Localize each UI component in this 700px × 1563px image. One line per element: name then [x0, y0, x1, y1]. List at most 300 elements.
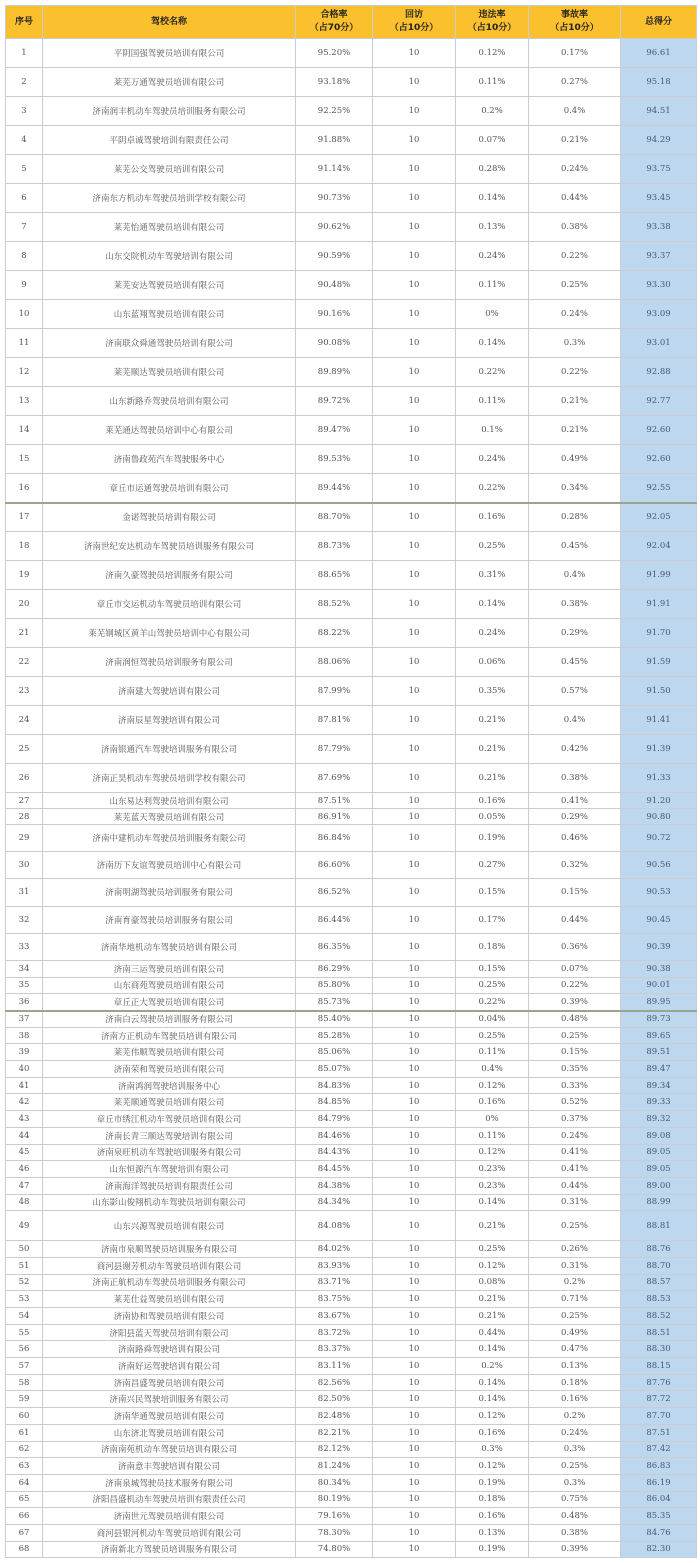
pass-rate-cell: 87.99% — [296, 677, 373, 706]
row-number-cell: 67 — [6, 1524, 43, 1541]
accident-rate-cell: 0.41% — [529, 1161, 621, 1178]
total-score-cell: 91.59 — [621, 648, 697, 677]
total-score-cell: 91.70 — [621, 619, 697, 648]
total-score-cell: 88.57 — [621, 1274, 697, 1291]
accident-rate-cell: 0.21% — [529, 387, 621, 416]
total-score-cell: 93.75 — [621, 155, 697, 184]
school-name-cell: 济南荣和驾驶员培训有限公司 — [43, 1061, 296, 1078]
table-row — [6, 1458, 697, 1475]
header-revisit-sub: （占10分） — [389, 23, 439, 33]
pass-rate-cell: 84.79% — [296, 1111, 373, 1128]
total-score-cell: 88.53 — [621, 1291, 697, 1308]
revisit-score-cell: 10 — [373, 1094, 456, 1111]
table-row — [6, 1077, 697, 1094]
violation-rate-cell: 0.44% — [456, 1324, 529, 1341]
accident-rate-cell: 0.27% — [529, 68, 621, 97]
pass-rate-cell: 91.14% — [296, 155, 373, 184]
total-score-cell: 91.99 — [621, 561, 697, 590]
table-row — [6, 358, 697, 387]
table-row — [6, 590, 697, 619]
violation-rate-cell: 0.24% — [456, 445, 529, 474]
accident-rate-cell: 0.37% — [529, 1111, 621, 1128]
pass-rate-cell: 88.52% — [296, 590, 373, 619]
revisit-score-cell: 10 — [373, 1308, 456, 1325]
header-revisit-label: 回访 — [404, 10, 423, 20]
school-name-cell: 济南东方机动车驾驶员培训学校有限公司 — [43, 184, 296, 213]
total-score-cell: 93.45 — [621, 184, 697, 213]
violation-rate-cell: 0.17% — [456, 906, 529, 933]
total-score-cell: 87.76 — [621, 1374, 697, 1391]
revisit-score-cell: 10 — [373, 358, 456, 387]
revisit-score-cell: 10 — [373, 1257, 456, 1274]
row-number-cell: 39 — [6, 1044, 43, 1061]
row-number-cell: 4 — [6, 126, 43, 155]
header-name-label: 驾校名称 — [150, 16, 187, 27]
school-name-cell: 莱芜公交驾驶员培训有限公司 — [43, 155, 296, 184]
pass-rate-cell: 84.45% — [296, 1161, 373, 1178]
total-score-cell: 93.38 — [621, 213, 697, 242]
row-number-cell: 6 — [6, 184, 43, 213]
school-name-cell: 济南正昊机动车驾驶员培训学校有限公司 — [43, 764, 296, 793]
pass-rate-cell: 84.43% — [296, 1144, 373, 1161]
total-score-cell: 90.80 — [621, 809, 697, 825]
violation-rate-cell: 0.11% — [456, 387, 529, 416]
total-score-cell: 91.20 — [621, 793, 697, 809]
violation-rate-cell: 0.2% — [456, 1358, 529, 1375]
table-row — [6, 445, 697, 474]
violation-rate-cell: 0.18% — [456, 933, 529, 960]
accident-rate-cell: 0.13% — [529, 1358, 621, 1375]
accident-rate-cell: 0.44% — [529, 906, 621, 933]
row-number-cell: 9 — [6, 271, 43, 300]
school-name-cell: 莱芜伟顺驾驶员培训有限公司 — [43, 1044, 296, 1061]
table-row — [6, 213, 697, 242]
school-name-cell: 莱芜顺通驾驶员培训有限公司 — [43, 1094, 296, 1111]
school-name-cell: 平阴卓诚驾驶培训有限责任公司 — [43, 126, 296, 155]
row-number-cell: 37 — [6, 1011, 43, 1028]
pass-rate-cell: 84.08% — [296, 1211, 373, 1241]
accident-rate-cell: 0.42% — [529, 735, 621, 764]
accident-rate-cell: 0.57% — [529, 677, 621, 706]
table-row — [6, 39, 697, 68]
table-row — [6, 648, 697, 677]
violation-rate-cell: 0.2% — [456, 97, 529, 126]
pass-rate-cell: 83.71% — [296, 1274, 373, 1291]
row-number-cell: 43 — [6, 1111, 43, 1128]
violation-rate-cell: 0.21% — [456, 1211, 529, 1241]
pass-rate-cell: 80.34% — [296, 1474, 373, 1491]
revisit-score-cell: 10 — [373, 1341, 456, 1358]
violation-rate-cell: 0.12% — [456, 39, 529, 68]
violation-rate-cell: 0.25% — [456, 977, 529, 994]
row-number-cell: 59 — [6, 1391, 43, 1408]
total-score-cell: 91.50 — [621, 677, 697, 706]
total-score-cell: 92.05 — [621, 503, 697, 532]
table-row — [6, 300, 697, 329]
accident-rate-cell: 0.28% — [529, 503, 621, 532]
pass-rate-cell: 90.73% — [296, 184, 373, 213]
row-number-cell: 68 — [6, 1541, 43, 1558]
school-name-cell: 山东兴源驾驶员培训有限公司 — [43, 1211, 296, 1241]
pass-rate-cell: 88.70% — [296, 503, 373, 532]
total-score-cell: 94.51 — [621, 97, 697, 126]
table-row — [6, 1374, 697, 1391]
row-number-cell: 12 — [6, 358, 43, 387]
table-row — [6, 933, 697, 960]
total-score-cell: 90.45 — [621, 906, 697, 933]
pass-rate-cell: 87.79% — [296, 735, 373, 764]
table-row — [6, 561, 697, 590]
revisit-score-cell: 10 — [373, 1111, 456, 1128]
school-name-cell: 济南方正机动车驾驶员培训有限公司 — [43, 1027, 296, 1044]
accident-rate-cell: 0.29% — [529, 619, 621, 648]
accident-rate-cell: 0.38% — [529, 590, 621, 619]
school-name-cell: 济南三运驾驶员培训有限公司 — [43, 960, 296, 977]
pass-rate-cell: 82.12% — [296, 1441, 373, 1458]
header-accident-sub: （占10分） — [550, 23, 599, 33]
pass-rate-cell: 89.44% — [296, 474, 373, 503]
row-number-cell: 27 — [6, 793, 43, 809]
violation-rate-cell: 0.22% — [456, 358, 529, 387]
table-row — [6, 1408, 697, 1425]
revisit-score-cell: 10 — [373, 619, 456, 648]
school-name-cell: 金诺驾驶员培训有限公司 — [43, 503, 296, 532]
total-score-cell: 88.76 — [621, 1241, 697, 1258]
violation-rate-cell: 0.16% — [456, 1094, 529, 1111]
revisit-score-cell: 10 — [373, 1508, 456, 1525]
pass-rate-cell: 86.52% — [296, 879, 373, 906]
row-number-cell: 35 — [6, 977, 43, 994]
accident-rate-cell: 0.36% — [529, 933, 621, 960]
accident-rate-cell: 0.31% — [529, 1257, 621, 1274]
accident-rate-cell: 0.45% — [529, 532, 621, 561]
table-row — [6, 825, 697, 852]
total-score-cell: 88.99 — [621, 1194, 697, 1211]
school-name-cell: 莱芜怡通驾驶员培训有限公司 — [43, 213, 296, 242]
revisit-score-cell: 10 — [373, 1424, 456, 1441]
table-row — [6, 793, 697, 809]
school-name-cell: 济南兴民驾驶培训服务有限公司 — [43, 1391, 296, 1408]
accident-rate-cell: 0.26% — [529, 1241, 621, 1258]
total-score-cell: 87.51 — [621, 1424, 697, 1441]
pass-rate-cell: 89.53% — [296, 445, 373, 474]
pass-rate-cell: 89.72% — [296, 387, 373, 416]
row-number-cell: 36 — [6, 994, 43, 1011]
pass-rate-cell: 88.65% — [296, 561, 373, 590]
table-row — [6, 155, 697, 184]
row-number-cell: 18 — [6, 532, 43, 561]
total-score-cell: 90.01 — [621, 977, 697, 994]
violation-rate-cell: 0.24% — [456, 619, 529, 648]
school-name-cell: 济南泉旺机动车驾驶培训服务有限公司 — [43, 1144, 296, 1161]
revisit-score-cell: 10 — [373, 1474, 456, 1491]
table-row — [6, 1441, 697, 1458]
total-score-cell: 92.60 — [621, 445, 697, 474]
total-score-cell: 93.30 — [621, 271, 697, 300]
driving-school-ranking-table — [5, 5, 697, 1558]
table-row — [6, 416, 697, 445]
violation-rate-cell: 0.14% — [456, 590, 529, 619]
revisit-score-cell: 10 — [373, 906, 456, 933]
accident-rate-cell: 0.45% — [529, 648, 621, 677]
accident-rate-cell: 0.25% — [529, 1027, 621, 1044]
accident-rate-cell: 0.24% — [529, 1127, 621, 1144]
table-row — [6, 1274, 697, 1291]
table-row — [6, 1044, 697, 1061]
total-score-cell: 89.08 — [621, 1127, 697, 1144]
pass-rate-cell: 88.06% — [296, 648, 373, 677]
violation-rate-cell: 0.14% — [456, 1391, 529, 1408]
table-row — [6, 879, 697, 906]
revisit-score-cell: 10 — [373, 213, 456, 242]
accident-rate-cell: 0.2% — [529, 1408, 621, 1425]
school-name-cell: 济南历下友谊驾驶员培训中心有限公司 — [43, 852, 296, 879]
school-name-cell: 济南育豪驾驶员培训服务有限公司 — [43, 906, 296, 933]
total-score-cell: 90.56 — [621, 852, 697, 879]
revisit-score-cell: 10 — [373, 706, 456, 735]
accident-rate-cell: 0.3% — [529, 1474, 621, 1491]
accident-rate-cell: 0.48% — [529, 1508, 621, 1525]
revisit-score-cell: 10 — [373, 300, 456, 329]
table-row — [6, 619, 697, 648]
pass-rate-cell: 84.02% — [296, 1241, 373, 1258]
violation-rate-cell: 0.31% — [456, 561, 529, 590]
revisit-score-cell: 10 — [373, 1127, 456, 1144]
school-name-cell: 济南世纪安达机动车驾驶员培训服务有限公司 — [43, 532, 296, 561]
table-row — [6, 242, 697, 271]
row-number-cell: 50 — [6, 1241, 43, 1258]
row-number-cell: 48 — [6, 1194, 43, 1211]
table-row — [6, 960, 697, 977]
violation-rate-cell: 0.05% — [456, 809, 529, 825]
accident-rate-cell: 0.34% — [529, 474, 621, 503]
row-number-cell: 42 — [6, 1094, 43, 1111]
pass-rate-cell: 84.83% — [296, 1077, 373, 1094]
school-name-cell: 莱芜万通驾驶员培训有限公司 — [43, 68, 296, 97]
total-score-cell: 93.09 — [621, 300, 697, 329]
accident-rate-cell: 0.38% — [529, 1524, 621, 1541]
accident-rate-cell: 0.3% — [529, 1441, 621, 1458]
row-number-cell: 15 — [6, 445, 43, 474]
table-row — [6, 271, 697, 300]
revisit-score-cell: 10 — [373, 1491, 456, 1508]
school-name-cell: 济南鸿润驾驶培训服务中心 — [43, 1077, 296, 1094]
school-name-cell: 济南久豪驾驶员培训服务有限公司 — [43, 561, 296, 590]
violation-rate-cell: 0.4% — [456, 1061, 529, 1078]
revisit-score-cell: 10 — [373, 242, 456, 271]
row-number-cell: 38 — [6, 1027, 43, 1044]
violation-rate-cell: 0.11% — [456, 1127, 529, 1144]
violation-rate-cell: 0.11% — [456, 1044, 529, 1061]
accident-rate-cell: 0.24% — [529, 155, 621, 184]
violation-rate-cell: 0.19% — [456, 825, 529, 852]
school-name-cell: 济南华通驾驶员培训有限公司 — [43, 1408, 296, 1425]
revisit-score-cell: 10 — [373, 879, 456, 906]
pass-rate-cell: 87.81% — [296, 706, 373, 735]
header-pass-rate-sub: （占70分） — [309, 23, 359, 33]
total-score-cell: 88.30 — [621, 1341, 697, 1358]
accident-rate-cell: 0.24% — [529, 1424, 621, 1441]
violation-rate-cell: 0.22% — [456, 994, 529, 1011]
revisit-score-cell: 10 — [373, 1077, 456, 1094]
header-no — [6, 6, 43, 39]
accident-rate-cell: 0.35% — [529, 1061, 621, 1078]
school-name-cell: 莱芜安达驾驶员培训有限公司 — [43, 271, 296, 300]
table-row — [6, 387, 697, 416]
accident-rate-cell: 0.47% — [529, 1341, 621, 1358]
revisit-score-cell: 10 — [373, 1061, 456, 1078]
row-number-cell: 55 — [6, 1324, 43, 1341]
table-row — [6, 1094, 697, 1111]
school-name-cell: 济南中建机动车驾驶员培训服务有限公司 — [43, 825, 296, 852]
table-row — [6, 126, 697, 155]
revisit-score-cell: 10 — [373, 1458, 456, 1475]
pass-rate-cell: 85.07% — [296, 1061, 373, 1078]
pass-rate-cell: 90.48% — [296, 271, 373, 300]
row-number-cell: 44 — [6, 1127, 43, 1144]
accident-rate-cell: 0.25% — [529, 271, 621, 300]
pass-rate-cell: 86.91% — [296, 809, 373, 825]
total-score-cell: 89.05 — [621, 1144, 697, 1161]
violation-rate-cell: 0.21% — [456, 1291, 529, 1308]
table-row — [6, 1144, 697, 1161]
total-score-cell: 90.38 — [621, 960, 697, 977]
table-row — [6, 97, 697, 126]
accident-rate-cell: 0.44% — [529, 184, 621, 213]
pass-rate-cell: 93.18% — [296, 68, 373, 97]
pass-rate-cell: 80.19% — [296, 1491, 373, 1508]
school-name-cell: 莱芜顺达驾驶员培训有限公司 — [43, 358, 296, 387]
table-row — [6, 1491, 697, 1508]
total-score-cell: 91.33 — [621, 764, 697, 793]
accident-rate-cell: 0.39% — [529, 994, 621, 1011]
table-row — [6, 1257, 697, 1274]
violation-rate-cell: 0.12% — [456, 1257, 529, 1274]
header-violation-sub: （占10分） — [467, 23, 517, 33]
total-score-cell: 82.30 — [621, 1541, 697, 1558]
revisit-score-cell: 10 — [373, 532, 456, 561]
total-score-cell: 94.29 — [621, 126, 697, 155]
violation-rate-cell: 0% — [456, 300, 529, 329]
accident-rate-cell: 0.25% — [529, 1458, 621, 1475]
header-pass-rate — [296, 6, 373, 39]
table-row — [6, 677, 697, 706]
violation-rate-cell: 0.12% — [456, 1144, 529, 1161]
revisit-score-cell: 10 — [373, 503, 456, 532]
school-name-cell: 山东易达利驾驶员培训有限公司 — [43, 793, 296, 809]
violation-rate-cell: 0.23% — [456, 1177, 529, 1194]
school-name-cell: 山东济北驾驶员培训有限公司 — [43, 1424, 296, 1441]
row-number-cell: 46 — [6, 1161, 43, 1178]
row-number-cell: 17 — [6, 503, 43, 532]
total-score-cell: 90.72 — [621, 825, 697, 852]
school-name-cell: 济南意丰驾驶培训有限公司 — [43, 1458, 296, 1475]
total-score-cell: 91.41 — [621, 706, 697, 735]
violation-rate-cell: 0.27% — [456, 852, 529, 879]
revisit-score-cell: 10 — [373, 184, 456, 213]
total-score-cell: 91.91 — [621, 590, 697, 619]
header-accident — [529, 6, 621, 39]
table-row — [6, 977, 697, 994]
pass-rate-cell: 85.80% — [296, 977, 373, 994]
pass-rate-cell: 90.59% — [296, 242, 373, 271]
pass-rate-cell: 79.16% — [296, 1508, 373, 1525]
total-score-cell: 88.70 — [621, 1257, 697, 1274]
row-number-cell: 11 — [6, 329, 43, 358]
table-row — [6, 1358, 697, 1375]
revisit-score-cell: 10 — [373, 825, 456, 852]
table-row — [6, 532, 697, 561]
row-number-cell: 26 — [6, 764, 43, 793]
accident-rate-cell: 0.41% — [529, 1144, 621, 1161]
school-name-cell: 济南长青三顺达驾驶培训有限公司 — [43, 1127, 296, 1144]
violation-rate-cell: 0.22% — [456, 474, 529, 503]
pass-rate-cell: 82.56% — [296, 1374, 373, 1391]
table-row — [6, 1341, 697, 1358]
total-score-cell: 92.55 — [621, 474, 697, 503]
table-row — [6, 1111, 697, 1128]
table-row — [6, 1391, 697, 1408]
violation-rate-cell: 0.25% — [456, 1027, 529, 1044]
violation-rate-cell: 0.14% — [456, 1374, 529, 1391]
violation-rate-cell: 0.1% — [456, 416, 529, 445]
revisit-score-cell: 10 — [373, 1011, 456, 1028]
row-number-cell: 19 — [6, 561, 43, 590]
row-number-cell: 62 — [6, 1441, 43, 1458]
violation-rate-cell: 0.19% — [456, 1541, 529, 1558]
revisit-score-cell: 10 — [373, 416, 456, 445]
revisit-score-cell: 10 — [373, 39, 456, 68]
accident-rate-cell: 0.46% — [529, 825, 621, 852]
table-row — [6, 1324, 697, 1341]
table-row — [6, 735, 697, 764]
pass-rate-cell: 88.73% — [296, 532, 373, 561]
total-score-cell: 92.04 — [621, 532, 697, 561]
total-score-cell: 88.15 — [621, 1358, 697, 1375]
revisit-score-cell: 10 — [373, 1161, 456, 1178]
school-name-cell: 莱芜通达驾驶员培训中心有限公司 — [43, 416, 296, 445]
violation-rate-cell: 0.16% — [456, 793, 529, 809]
row-number-cell: 63 — [6, 1458, 43, 1475]
row-number-cell: 32 — [6, 906, 43, 933]
pass-rate-cell: 83.67% — [296, 1308, 373, 1325]
accident-rate-cell: 0.22% — [529, 242, 621, 271]
school-name-cell: 济阳昌盛机动车驾驶员培训有限责任公司 — [43, 1491, 296, 1508]
accident-rate-cell: 0.71% — [529, 1291, 621, 1308]
accident-rate-cell: 0.39% — [529, 1541, 621, 1558]
row-number-cell: 45 — [6, 1144, 43, 1161]
revisit-score-cell: 10 — [373, 445, 456, 474]
revisit-score-cell: 10 — [373, 561, 456, 590]
revisit-score-cell: 10 — [373, 933, 456, 960]
total-score-cell: 93.01 — [621, 329, 697, 358]
pass-rate-cell: 86.44% — [296, 906, 373, 933]
revisit-score-cell: 10 — [373, 1408, 456, 1425]
row-number-cell: 56 — [6, 1341, 43, 1358]
revisit-score-cell: 10 — [373, 809, 456, 825]
row-number-cell: 49 — [6, 1211, 43, 1241]
pass-rate-cell: 86.29% — [296, 960, 373, 977]
school-name-cell: 济南辰星驾驶培训有限公司 — [43, 706, 296, 735]
accident-rate-cell: 0.3% — [529, 329, 621, 358]
accident-rate-cell: 0.4% — [529, 706, 621, 735]
pass-rate-cell: 81.24% — [296, 1458, 373, 1475]
revisit-score-cell: 10 — [373, 329, 456, 358]
header-no-label: 序号 — [14, 16, 33, 27]
accident-rate-cell: 0.16% — [529, 1391, 621, 1408]
table-row — [6, 1524, 697, 1541]
header-pass-rate-label: 合格率 — [320, 10, 348, 20]
